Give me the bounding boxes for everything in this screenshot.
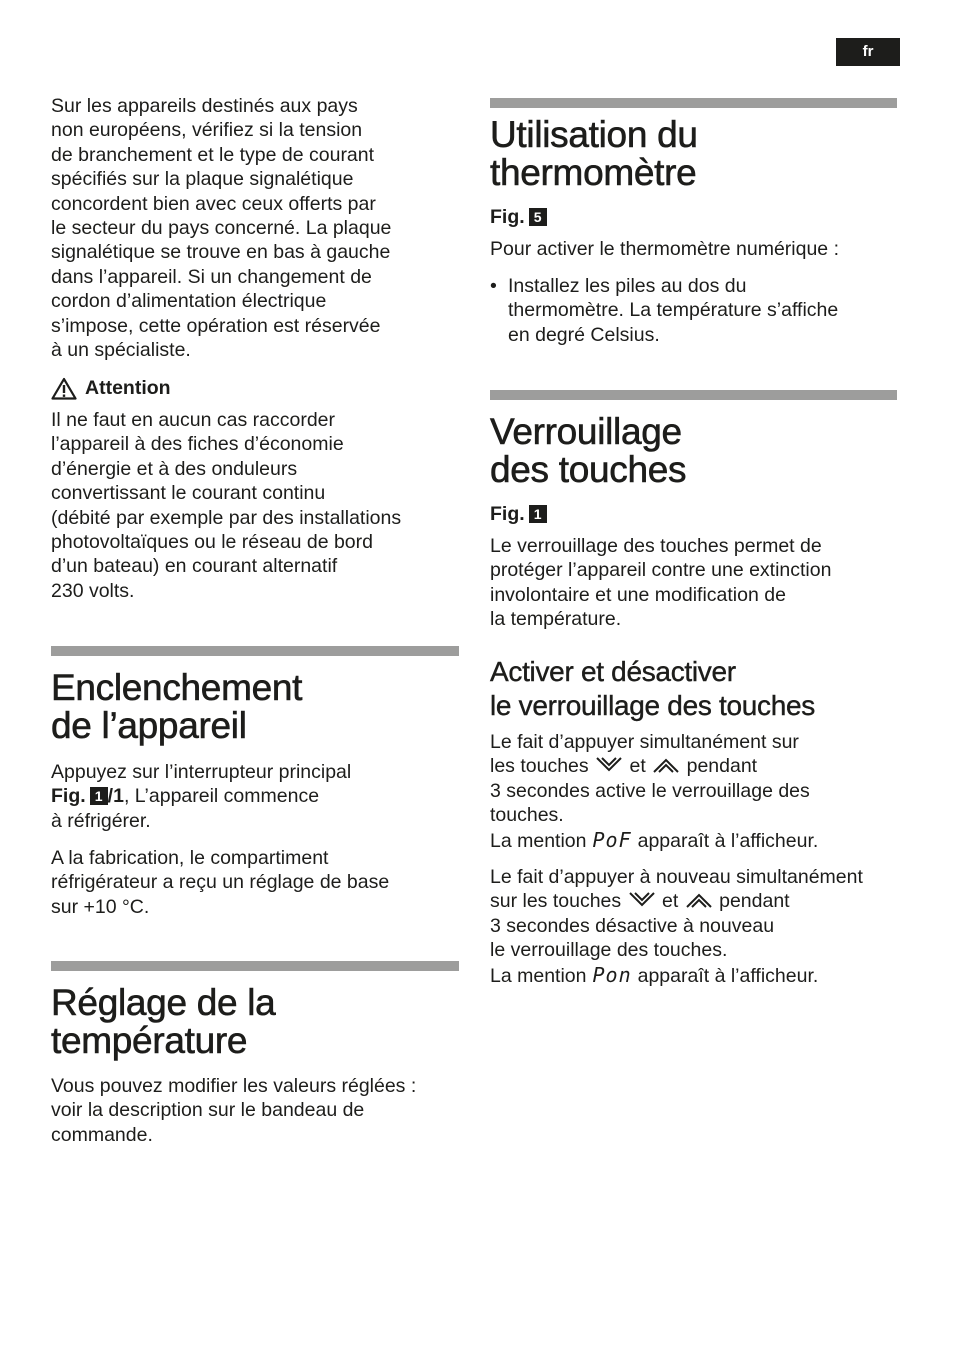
title-line: Verrouillage [490, 411, 682, 452]
attention-heading [51, 377, 171, 400]
attention-line: (débité par exemple par des installations [51, 506, 402, 529]
fig-reference: Fig. [490, 503, 525, 525]
language-badge: fr [836, 38, 900, 66]
text-line: involontaire et une modification de [490, 583, 786, 606]
key-lock-paragraph [490, 534, 910, 632]
title-line: Activer et désactiver [490, 656, 736, 687]
section-divider [51, 646, 459, 656]
fig-reference: Fig. [51, 785, 86, 808]
text-fragment: et [629, 755, 646, 778]
text-line: protéger l’appareil contre une extinction [490, 559, 832, 582]
chevron-up-double-icon [684, 889, 714, 911]
text-line: Le fait d’appuyer à nouveau simultanément [490, 866, 863, 888]
chevron-down-double-icon [627, 889, 657, 911]
fig-reference-row [490, 503, 547, 526]
text-line: réfrigérateur a reçu un réglage de base [51, 871, 390, 894]
section-divider [490, 98, 897, 108]
fig-number-badge: 1 [529, 505, 547, 523]
text-line: Appuyez sur l’interrupteur principal [51, 761, 352, 783]
subsection-title [490, 655, 815, 723]
intro-line: Sur les appareils destinés aux pays [51, 95, 358, 117]
thermometer-intro: Pour activer le thermomètre numérique : [490, 238, 839, 260]
attention-line: l’appareil à des fiches d’économie [51, 433, 344, 456]
text-line: 3 secondes désactive à nouveau [490, 914, 775, 937]
title-line: thermomètre [490, 152, 697, 193]
text-line: la température. [490, 608, 622, 631]
text-line: voir la description sur le bandeau de [51, 1099, 365, 1122]
text-fragment: , L’appareil commence [123, 785, 320, 808]
intro-line: à un spécialiste. [51, 339, 191, 362]
fig-number-badge: 1 [90, 787, 108, 805]
warning-triangle-icon [51, 377, 77, 400]
title-line: température [51, 1020, 248, 1061]
attention-line: d’énergie et à des onduleurs [51, 457, 298, 480]
fig-reference: Fig. [490, 206, 525, 228]
text-line: Vous pouvez modifier les valeurs réglées : [51, 1075, 417, 1097]
text-fragment: pendant [686, 755, 758, 778]
text-line: commande. [51, 1123, 153, 1146]
text-line: Le fait d’appuyer simultanément sur [490, 731, 799, 753]
text-line: Le verrouillage des touches permet de [490, 535, 822, 557]
text-line: touches. [490, 804, 564, 827]
text-fragment: sur les touches [490, 890, 622, 913]
activate-paragraph [490, 730, 915, 853]
text-line [490, 963, 920, 988]
text-fragment: et [662, 890, 679, 913]
attention-label: Attention [85, 377, 171, 399]
text-line [490, 828, 915, 853]
switch-on-paragraph [51, 760, 461, 833]
section-title-temperature [51, 984, 275, 1060]
bullet-item [490, 274, 910, 347]
fig-number-badge: 5 [529, 208, 547, 226]
title-line: de l’appareil [51, 705, 247, 746]
section-title-switch-on [51, 669, 302, 745]
deactivate-paragraph [490, 865, 920, 988]
intro-line: s’impose, cette opération est réservée [51, 314, 381, 337]
text-line [51, 784, 461, 808]
chevron-down-double-icon [594, 754, 624, 776]
intro-line: le secteur du pays concerné. La plaque [51, 217, 392, 240]
text-line: sur +10 °C. [51, 895, 150, 918]
text-line: le verrouillage des touches. [490, 939, 728, 962]
intro-line: concordent bien avec ceux offerts par [51, 192, 376, 215]
intro-line: signalétique se trouve en bas à gauche [51, 241, 391, 264]
section-divider [490, 390, 897, 400]
title-line: des touches [490, 449, 687, 490]
intro-line: non européens, vérifiez si la tension [51, 119, 363, 142]
chevron-up-double-icon [651, 754, 681, 776]
attention-line: convertissant le courant continu [51, 482, 326, 505]
text-line: 3 secondes active le verrouillage des [490, 779, 810, 802]
text-fragment: La mention [490, 964, 587, 987]
intro-line: dans l’appareil. Si un changement de [51, 265, 372, 288]
bullet-line: en degré Celsius. [508, 323, 660, 346]
attention-line: 230 volts. [51, 579, 135, 602]
title-line: le verrouillage des touches [490, 690, 815, 721]
section-title-key-lock [490, 413, 686, 489]
section-title-thermometer [490, 116, 698, 192]
text-fragment: apparaît à l’afficheur. [637, 829, 819, 852]
text-line [490, 754, 915, 778]
text-line: à réfrigérer. [51, 809, 151, 832]
text-line [490, 889, 920, 913]
title-line: Enclenchement [51, 667, 303, 708]
fig-suffix: /1 [107, 785, 124, 808]
intro-line: spécifiés sur la plaque signalétique [51, 168, 354, 191]
display-code-pof: PoF [592, 827, 632, 852]
fig-reference-row [490, 206, 547, 229]
display-code-pon: Pon [592, 962, 632, 987]
text-fragment: apparaît à l’afficheur. [637, 964, 819, 987]
title-line: Réglage de la [51, 982, 276, 1023]
bullet-line: Installez les piles au dos du [508, 275, 747, 297]
section-divider [51, 961, 459, 971]
bullet-marker: • [490, 275, 497, 297]
intro-line: de branchement et le type de courant [51, 143, 375, 166]
temperature-paragraph [51, 1074, 471, 1147]
text-line: A la fabrication, le compartiment [51, 847, 329, 869]
bullet-line: thermomètre. La température s’affiche [508, 299, 839, 322]
title-line: Utilisation du [490, 114, 698, 155]
attention-paragraph [51, 408, 461, 603]
text-fragment: pendant [719, 890, 790, 913]
factory-setting-paragraph [51, 846, 461, 919]
attention-line: Il ne faut en aucun cas raccorder [51, 409, 335, 431]
attention-line: photovoltaïques ou le réseau de bord [51, 531, 373, 554]
attention-line: d’un bateau) en courant alternatif [51, 555, 338, 578]
intro-line: cordon d’alimentation électrique [51, 290, 327, 313]
intro-paragraph [51, 94, 461, 362]
text-fragment: les touches [490, 755, 589, 778]
text-fragment: La mention [490, 829, 587, 852]
